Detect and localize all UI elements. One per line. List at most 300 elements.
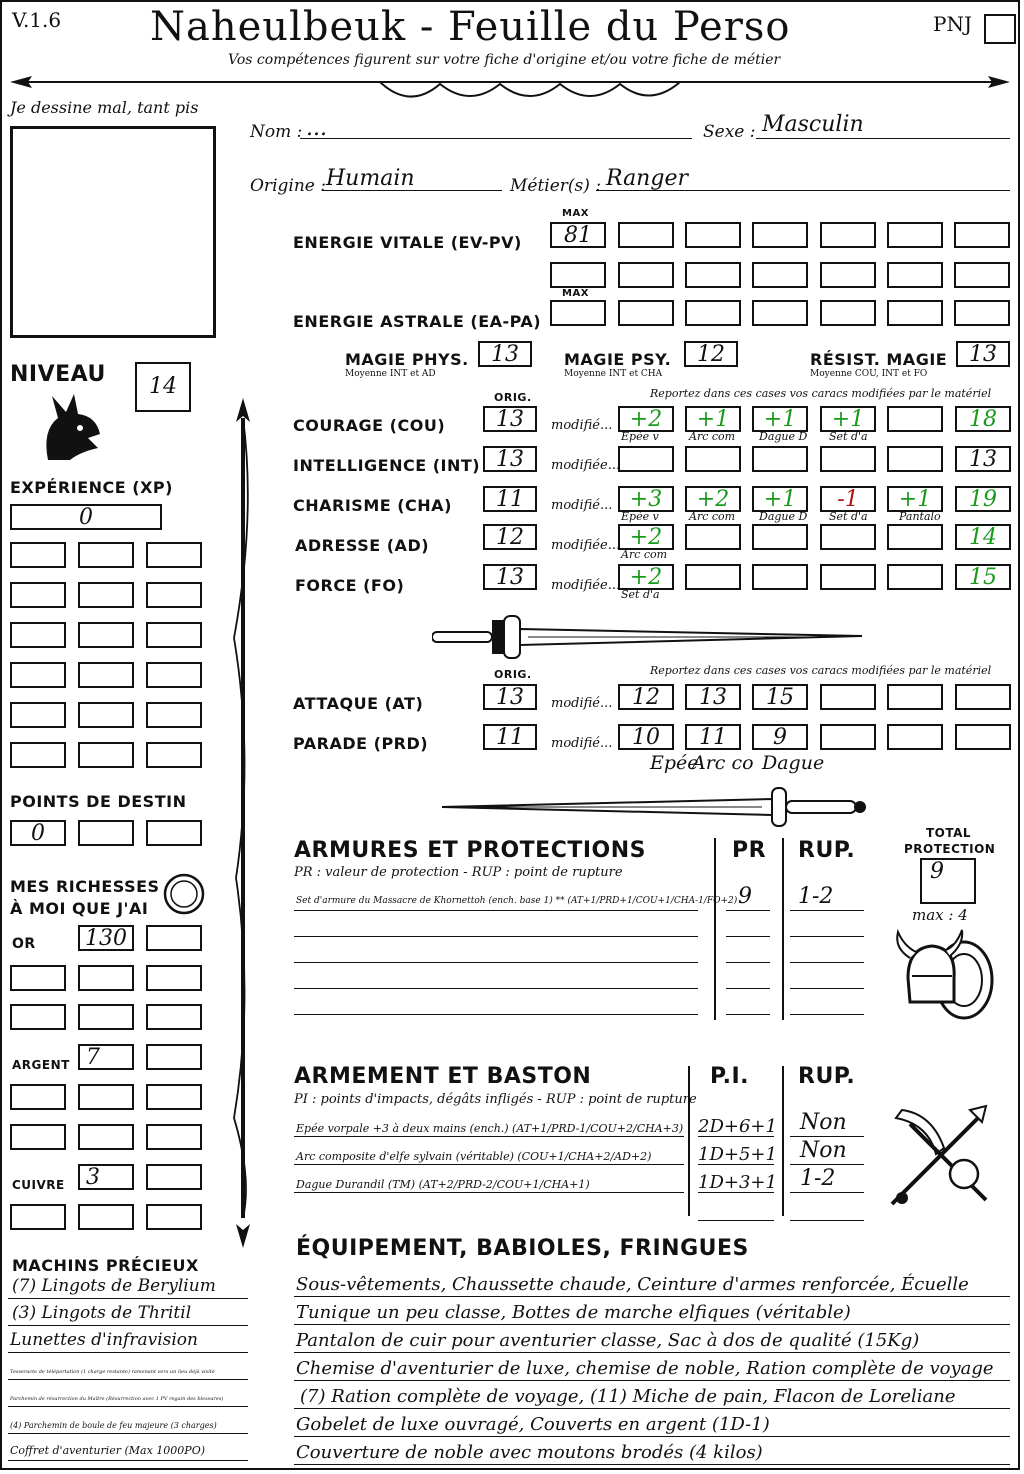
stat-mod-box[interactable] [887,446,943,472]
stat-mod-box[interactable]: +2 [685,486,741,512]
stat-orig-box[interactable]: 12 [483,524,537,550]
or-label: OR [12,936,36,952]
armor-row [294,916,874,940]
argent-box[interactable] [146,1044,202,1070]
at-mod-box[interactable]: 15 [752,684,808,710]
weapon-rup[interactable]: 1-2 [800,1166,836,1191]
stat-mod-note: Set d'a [829,430,868,443]
resist-magie-box[interactable]: 13 [956,341,1010,367]
equipment-item [294,1272,1010,1300]
armor-rup-line [790,962,864,963]
xp-box[interactable] [10,542,66,568]
prd-mod-box[interactable]: 9 [752,724,808,750]
precious-item [8,1384,248,1410]
stat-mod-box[interactable] [887,524,943,550]
at-mod-box[interactable]: 13 [685,684,741,710]
prd-mod-box[interactable] [955,724,1011,750]
stat-mod-box[interactable]: +1 [887,486,943,512]
ea-box[interactable] [887,300,943,326]
sword-icon [432,782,872,832]
weapon-pi[interactable]: 1D+5+1 [698,1144,777,1165]
argent-box[interactable]: 7 [78,1044,134,1070]
stat-final-box[interactable]: 19 [955,486,1011,512]
precious-line [8,1379,248,1380]
combat-orig-label: ORIG. [494,668,532,681]
weapon-rup[interactable]: Non [800,1110,847,1135]
armor-rup-header: RUP. [798,838,856,863]
equipment-title: ÉQUIPEMENT, BABIOLES, FRINGUES [296,1236,749,1261]
stat-mod-note: Set d'a [621,588,660,601]
total-protection-max-note: max : 4 [912,906,968,924]
or-box[interactable] [78,965,134,991]
at-mod-box[interactable]: 12 [618,684,674,710]
xp-box[interactable] [78,542,134,568]
xp-box[interactable] [146,662,202,688]
xp-box[interactable] [10,742,66,768]
stat-mod-note: Set d'a [829,510,868,523]
weapon-pi[interactable]: 1D+3+1 [698,1172,777,1193]
niveau-label: NIVEAU [10,362,106,387]
ea-box[interactable] [618,300,674,326]
or-box[interactable] [146,925,202,951]
weapon-pi[interactable]: 2D+6+1 [698,1116,777,1137]
weapons-rup-header: RUP. [798,1064,856,1089]
precious-list [8,1276,248,1472]
equipment-line [294,1464,1010,1465]
stat-mod-box[interactable] [887,406,943,432]
precious-title: MACHINS PRÉCIEUX [12,1256,199,1275]
armor-title: ARMURES ET PROTECTIONS [294,838,646,863]
sexe-value[interactable]: Masculin [762,112,864,137]
precious-item [8,1411,248,1437]
xp-box[interactable] [146,542,202,568]
combat-row-at [293,682,1013,722]
weapon-row [294,1110,874,1140]
nom-label: Nom : [250,122,303,142]
prd-mod-box[interactable] [820,724,876,750]
richesses-label-2: À MOI QUE J'AI [10,899,149,918]
equipment-item [294,1384,1010,1412]
stat-mod-box[interactable] [887,564,943,590]
modifie-text: modifié... [551,498,613,513]
armor-pr-line [726,910,770,911]
precious-text[interactable]: Parchemin de résurrection du Maître (Résurrection avec 1 PV regain des blessures) [10,1396,224,1402]
at-label: ATTAQUE (AT) [293,694,424,713]
coin-icon [162,872,206,916]
armor-rup-line [790,910,864,911]
at-orig-box[interactable]: 13 [483,684,537,710]
armor-name[interactable]: Set d'armure du Massacre de Khornettoh (ench. base 1) ** (AT+1/PRD+1/COU+1/CHA-1/FO+2) [296,896,738,906]
total-protection-label-2: PROTECTION [904,842,996,856]
stat-mod-box[interactable]: +3 [618,486,674,512]
stat-mod-box[interactable] [820,524,876,550]
prd-mod-box[interactable] [887,724,943,750]
pnj-checkbox[interactable] [984,14,1016,44]
magie-psy-note: Moyenne INT et CHA [564,369,663,379]
ea-box[interactable] [752,300,808,326]
precious-text[interactable]: (7) Lingots de Berylium [12,1276,216,1296]
argent-label: ARGENT [12,1058,70,1072]
ev-box[interactable] [752,222,808,248]
xp-box[interactable] [10,622,66,648]
portrait-frame[interactable] [10,126,216,338]
xp-box[interactable] [146,742,202,768]
argent-box[interactable] [10,1084,66,1110]
armor-name-line [294,936,698,937]
stat-mod-box[interactable] [685,524,741,550]
niveau-box[interactable]: 14 [135,362,191,412]
stat-label: FORCE (FO) [295,576,405,595]
sexe-label: Sexe : [703,122,756,142]
argent-box[interactable] [78,1124,134,1150]
argent-box[interactable] [10,1124,66,1150]
xp-box[interactable] [10,582,66,608]
stat-mod-note: Arc com [621,548,668,561]
stats-report-note: Reportez dans ces cases vos caracs modifiées par le matériel [650,387,992,400]
weapon-name[interactable]: Arc composite d'elfe sylvain (véritable) (COU+1/CHA+2/AD+2) [296,1150,652,1163]
or-box[interactable] [146,965,202,991]
weapon-name[interactable]: Epée vorpale +3 à deux mains (ench.) (AT+1/PRD-1/COU+2/CHA+3) [296,1122,684,1135]
weapon-row [294,1200,874,1224]
ev-box[interactable] [685,262,741,288]
weapon-name-line [294,1136,684,1137]
equipment-text[interactable]: (7) Ration complète de voyage, (11) Miche de pain, Flacon de Loreliane [300,1386,956,1407]
prd-mod-box[interactable]: 10 [618,724,674,750]
prd-mod-box[interactable]: 11 [685,724,741,750]
weapon-rup-line [790,1220,864,1221]
ev-boxes [550,222,1010,302]
stat-mod-box[interactable] [752,446,808,472]
magie-phys-note: Moyenne INT et AD [345,369,436,379]
nom-line [300,138,692,139]
precious-line [8,1460,248,1461]
ev-box[interactable] [954,262,1010,288]
cuivre-label: CUIVRE [12,1178,65,1192]
precious-text[interactable]: (4) Parchemin de boule de feu majeure (3 charges) [10,1421,217,1430]
equipment-list [294,1272,1010,1468]
stat-mod-box[interactable]: +2 [618,564,674,590]
ea-label: ENERGIE ASTRALE (EA-PA) [293,312,542,331]
weapons-pi-header: P.I. [710,1064,749,1089]
weapon-name[interactable]: Dague Durandil (TM) (AT+2/PRD-2/COU+1/CHA+1) [296,1178,590,1191]
xp-box[interactable] [10,662,66,688]
equipment-text[interactable]: Chemise d'aventurier de luxe, chemise de noble, Ration complète de voyage [296,1358,994,1379]
ev-box[interactable] [887,222,943,248]
magie-psy-box[interactable]: 12 [684,341,738,367]
cuivre-box[interactable] [146,1204,202,1230]
magie-phys-label: MAGIE PHYS. [345,350,469,369]
ev-box[interactable] [618,262,674,288]
xp-total-box[interactable]: 0 [10,504,162,530]
version-label: V.1.6 [12,8,62,32]
cuivre-box[interactable] [78,1204,134,1230]
armor-rup[interactable]: 1-2 [798,884,834,909]
xp-box[interactable] [78,622,134,648]
stat-mod-note: Dague D [759,430,808,443]
xp-box[interactable] [78,742,134,768]
portrait-caption: Je dessine mal, tant pis [10,98,199,117]
stat-label: ADRESSE (AD) [295,536,430,555]
argent-box[interactable] [146,1124,202,1150]
stat-mod-box[interactable] [752,564,808,590]
weapons-title: ARMEMENT ET BASTON [294,1064,592,1089]
equipment-item [294,1412,1010,1440]
precious-line [8,1325,248,1326]
armor-rup-line [790,1014,864,1015]
armor-rup-line [790,988,864,989]
stat-mod-box[interactable] [820,564,876,590]
modifie-text: modifié... [551,736,613,751]
stat-orig-box[interactable]: 11 [483,486,537,512]
precious-text[interactable]: Tesseracte de téléportation (1 charge restante) ramenant vers un lieu déjà visité [10,1369,215,1375]
richesses-label-1: MES RICHESSES [10,877,160,896]
weapon-row [294,1166,874,1196]
equipment-text[interactable]: Gobelet de luxe ouvragé, Couverts en argent (1D-1) [296,1414,770,1435]
stat-mod-box[interactable]: -1 [820,486,876,512]
ev-box[interactable] [685,222,741,248]
ev-box[interactable] [752,262,808,288]
stat-orig-box[interactable]: 13 [483,564,537,590]
xp-box[interactable] [78,582,134,608]
equipment-line [294,1296,1010,1297]
precious-line [8,1406,248,1407]
dragon-head-icon [40,390,104,462]
weapons-rows [294,1110,874,1226]
equipment-item [294,1328,1010,1356]
cuivre-box[interactable] [10,1204,66,1230]
equipment-item [294,1300,1010,1328]
xp-grid [10,542,204,772]
precious-item [8,1330,248,1356]
argent-box[interactable] [78,1084,134,1110]
at-mod-box[interactable] [820,684,876,710]
stat-mod-box[interactable]: +1 [752,486,808,512]
ea-box[interactable] [820,300,876,326]
stat-mod-box[interactable] [752,524,808,550]
ev-label: ENERGIE VITALE (EV-PV) [293,233,522,252]
precious-line [8,1298,248,1299]
precious-item [8,1303,248,1329]
equipment-text[interactable]: Couverture de noble avec moutons brodés (4 kilos) [296,1442,763,1463]
stat-mod-box[interactable] [685,446,741,472]
stat-final-box[interactable]: 14 [955,524,1011,550]
ev-box[interactable] [954,222,1010,248]
equipment-item [294,1440,1010,1468]
precious-item [8,1438,248,1464]
armor-name-line [294,962,698,963]
stat-mod-note: Epée v [621,430,659,443]
weapon-name-label: Arc co [692,752,754,774]
equipment-line [294,1352,1010,1353]
helmet-shield-icon [890,928,1000,1024]
or-box[interactable] [78,1004,134,1030]
stat-row [293,404,1013,444]
armor-pr[interactable]: 9 [738,884,752,909]
armor-name-line [294,1014,698,1015]
precious-line [8,1433,248,1434]
stat-row [293,484,1013,524]
precious-item [8,1357,248,1383]
at-mod-box[interactable] [955,684,1011,710]
sheet-title: Naheulbeuk - Feuille du Perso [150,4,791,50]
stat-mod-box[interactable]: +1 [820,406,876,432]
argent-box[interactable] [146,1084,202,1110]
weapon-name-label: Dague [762,752,825,774]
ea-box[interactable] [954,300,1010,326]
origine-value[interactable]: Humain [326,166,415,191]
stat-label: INTELLIGENCE (INT) [293,456,481,475]
weapon-name-line [294,1164,684,1165]
precious-text[interactable]: Coffret d'aventurier (Max 1000PO) [10,1444,206,1457]
stat-mod-note: Pantalo [899,510,941,523]
ev-box[interactable] [550,262,606,288]
weapon-rup-line [790,1136,864,1137]
prd-orig-box[interactable]: 11 [483,724,537,750]
precious-item [8,1276,248,1302]
crossed-weapons-icon [882,1100,998,1212]
stat-mod-note: Epée v [621,510,659,523]
stat-mod-note: Dague D [759,510,808,523]
armor-row [294,994,874,1018]
xp-box[interactable] [78,702,134,728]
armor-pr-header: PR [732,838,767,863]
armor-name-line [294,910,698,911]
stat-final-box[interactable]: 18 [955,406,1011,432]
ea-box[interactable] [685,300,741,326]
stat-mod-box[interactable] [618,446,674,472]
nom-value[interactable]: ... [306,116,327,141]
weapons-note: PI : points d'impacts, dégâts infligés - RUP : point de rupture [294,1092,697,1107]
xp-box[interactable] [146,582,202,608]
weapon-rup-line [790,1192,864,1193]
metier-value[interactable]: Ranger [606,166,688,191]
pnj-label: PNJ [933,12,972,36]
sexe-line [756,138,1010,139]
or-box[interactable] [10,965,66,991]
stat-mod-note: Arc com [689,510,736,523]
ev-box[interactable] [820,262,876,288]
armor-row [294,968,874,992]
destin-box[interactable]: 0 [10,820,66,846]
destin-box[interactable] [78,820,134,846]
ev-box[interactable] [820,222,876,248]
or-box[interactable] [10,1004,66,1030]
modifie-text: modifiée... [551,458,621,473]
stat-row [293,444,1013,484]
xp-box[interactable] [146,622,202,648]
magie-phys-box[interactable]: 13 [478,341,532,367]
armor-pr-line [726,988,770,989]
ea-boxes [550,300,1010,328]
stat-row [293,562,1013,602]
armor-row [294,884,874,914]
equipment-line [294,1324,1010,1325]
stat-label: CHARISME (CHA) [293,496,452,515]
ev-max-label: MAX [562,208,589,219]
modifie-text: modifié... [551,696,613,711]
stat-mod-note: Arc com [689,430,736,443]
xp-box[interactable] [146,702,202,728]
armor-pr-line [726,962,770,963]
precious-line [8,1352,248,1353]
weapon-rup[interactable]: Non [800,1138,847,1163]
stat-mod-box[interactable]: +2 [618,524,674,550]
ev-box[interactable] [887,262,943,288]
weapon-pi-line [698,1220,774,1221]
armor-rows [294,884,874,1020]
stat-orig-box[interactable]: 13 [483,406,537,432]
ea-max-label: MAX [562,288,589,299]
precious-text[interactable]: (3) Lingots de Thritil [12,1303,192,1323]
equipment-text[interactable]: Pantalon de cuir pour aventurier classe, Sac à dos de qualité (15Kg) [296,1330,920,1351]
prd-label: PARADE (PRD) [293,734,429,753]
stat-mod-box[interactable]: +2 [618,406,674,432]
combat-report-note: Reportez dans ces cases vos caracs modifiées par le matériel [650,664,992,677]
total-protection-label-1: TOTAL [926,826,972,840]
xp-label: EXPÉRIENCE (XP) [10,478,173,497]
weapon-row [294,1138,874,1168]
stat-label: COURAGE (COU) [293,416,446,435]
total-protection-box[interactable]: 9 [920,858,976,904]
armor-pr-line [726,936,770,937]
ea-max-box[interactable] [550,300,606,326]
weapon-name-label: Epée [650,752,699,774]
stat-mod-box[interactable]: +1 [752,406,808,432]
stat-final-box[interactable]: 15 [955,564,1011,590]
equipment-text[interactable]: Sous-vêtements, Chaussette chaude, Ceinture d'armes renforcée, Écuelle [296,1274,969,1295]
cuivre-box[interactable] [146,1164,202,1190]
modifie-text: modifiée... [551,578,621,593]
at-mod-box[interactable] [887,684,943,710]
destin-box[interactable] [146,820,202,846]
resist-magie-label: RÉSIST. MAGIE [810,350,948,369]
sheet-subtitle: Vos compétences figurent sur votre fiche d'origine et/ou votre fiche de métier [228,52,781,68]
equipment-line [294,1380,1010,1381]
stat-mod-box[interactable] [820,446,876,472]
modifie-text: modifié... [551,418,613,433]
equipment-line [294,1408,1010,1409]
stat-row [293,522,1013,562]
resist-magie-note: Moyenne COU, INT et FO [810,369,928,379]
sword-icon [432,612,872,662]
equipment-text[interactable]: Tunique un peu classe, Bottes de marche elfiques (véritable) [296,1302,851,1323]
orig-label: ORIG. [494,391,532,404]
magie-psy-label: MAGIE PSY. [564,350,672,369]
or-box[interactable]: 130 [78,925,134,951]
xp-box[interactable] [78,662,134,688]
xp-box[interactable] [10,702,66,728]
armor-pr-line [726,1014,770,1015]
stat-orig-box[interactable]: 13 [483,446,537,472]
armor-note: PR : valeur de protection - RUP : point de rupture [294,865,623,880]
destin-label: POINTS DE DESTIN [10,792,187,811]
stat-mod-box[interactable] [685,564,741,590]
precious-text[interactable]: Lunettes d'infravision [10,1330,198,1350]
staff-ornament [228,398,258,1248]
armor-name-line [294,988,698,989]
ev-box[interactable] [618,222,674,248]
cuivre-box[interactable]: 3 [78,1164,134,1190]
stat-mod-box[interactable]: +1 [685,406,741,432]
ev-max-box[interactable]: 81 [550,222,606,248]
equipment-item [294,1356,1010,1384]
equipment-line [294,1436,1010,1437]
or-box[interactable] [146,1004,202,1030]
modifie-text: modifiée... [551,538,621,553]
weapon-name-line [294,1192,684,1193]
stat-final-box[interactable]: 13 [955,446,1011,472]
armor-row [294,942,874,966]
